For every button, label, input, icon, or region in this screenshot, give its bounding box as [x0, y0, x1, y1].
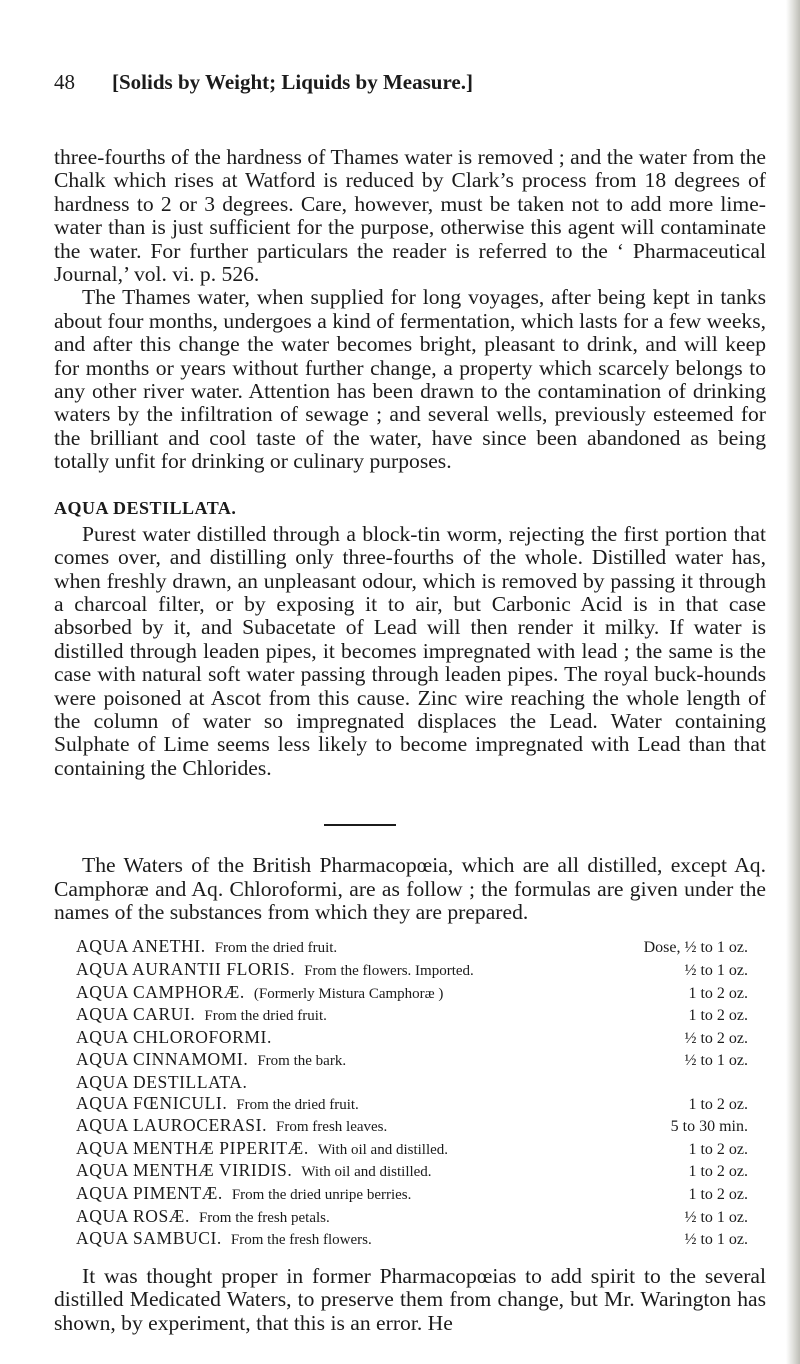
page-number: 48	[54, 70, 75, 94]
formula-name: AQUA CARUI.	[76, 1004, 196, 1025]
formula-name: AQUA LAUROCERASI.	[76, 1115, 268, 1136]
formula-description: From the dried fruit.	[204, 1008, 327, 1025]
formula-row	[76, 1115, 748, 1138]
running-title: [Solids by Weight; Liquids by Measure.]	[112, 70, 473, 94]
formula-dose: 1 to 2 oz.	[688, 1140, 748, 1158]
formula-name: AQUA MENTHÆ VIRIDIS.	[76, 1160, 293, 1181]
formula-description: From the fresh flowers.	[230, 1232, 372, 1249]
formula-dose: ½ to 1 oz.	[684, 1052, 748, 1070]
paragraph-closing: It was thought proper in former Pharmacopœias to add spirit to the several distilled Medicated Waters, to preserve them from change, but Mr. Warington has shown, by experiment, that this is an error. He	[54, 1263, 766, 1335]
formula-description: From the dried fruit.	[214, 940, 338, 957]
formula-list	[76, 936, 748, 1250]
formula-row	[76, 936, 748, 959]
formula-dose: ½ to 1 oz.	[684, 1208, 748, 1226]
formula-description: From the flowers. Imported.	[304, 962, 474, 979]
formula-description: From fresh leaves.	[276, 1119, 388, 1136]
formula-description: From the fresh petals.	[198, 1209, 330, 1226]
formula-dose: 5 to 30 min.	[670, 1118, 748, 1136]
formula-description: With oil and distilled.	[317, 1141, 449, 1158]
formula-description: From the dried unripe berries.	[231, 1186, 412, 1203]
section-divider	[324, 824, 396, 826]
formula-row	[76, 959, 748, 982]
paragraph-intro-waters: The Waters of the British Pharmacopœia, which are all distilled, except Aq. Camphoræ and Aq. Chloroformi, are as follow ; the formulas are given under the names of the substances from which they are prepared.	[54, 853, 766, 924]
paragraph-thames-voyages: The Thames water, when supplied for long voyages, after being kept in tanks about four months, undergoes a kind of fermentation, which lasts for a few weeks, and after this change the water becomes bright, pleasant to drink, and will keep for months or years without further change, a property which scarcely belongs to any other river water. Attention has been drawn to the contamination of drinking waters by the infiltration of sewage ; and several wells, previously esteemed for the brilliant and cool taste of the water, have since been abandoned as being totally unfit for drinking or culinary purposes.	[54, 285, 766, 474]
formula-name: AQUA DESTILLATA.	[76, 1071, 248, 1092]
formula-description: From the dried fruit.	[236, 1096, 359, 1113]
formula-row	[76, 1206, 748, 1229]
formula-row	[76, 1093, 748, 1116]
formula-dose: 1 to 2 oz.	[688, 1095, 748, 1113]
formula-name: AQUA ROSÆ.	[76, 1205, 190, 1226]
formula-row	[76, 1049, 748, 1072]
formula-dose: 1 to 2 oz.	[688, 1185, 748, 1203]
formula-name: AQUA MENTHÆ PIPERITÆ.	[76, 1137, 309, 1158]
running-head	[54, 70, 760, 95]
formula-description: With oil and distilled.	[301, 1164, 432, 1181]
formula-dose: ½ to 1 oz.	[684, 1231, 748, 1249]
formula-name: AQUA AURANTII FLORIS.	[76, 958, 296, 979]
formula-row	[76, 982, 748, 1005]
formula-dose: Dose, ½ to 1 oz.	[643, 939, 748, 957]
formula-name: AQUA FŒNICULI.	[76, 1092, 228, 1113]
formula-name: AQUA PIMENTÆ.	[76, 1182, 223, 1203]
formula-row	[76, 1004, 748, 1027]
paragraph-continued: three-fourths of the hardness of Thames water is removed ; and the water from the Chalk which rises at Watford is reduced by Clark’s process from 18 degrees of hardness to 2 or 3 degrees. Care, however, must be taken not to add more lime-water than is just sufficient for the purpose, otherwise this agent will contaminate the water. For further particulars the reader is referred to the ‘ Pharmaceutical Journal,’ vol. vi. p. 526.	[54, 145, 766, 287]
formula-row	[76, 1183, 748, 1206]
formula-row	[76, 1072, 748, 1093]
formula-dose: 1 to 2 oz.	[688, 1163, 748, 1181]
formula-name: AQUA CAMPHORÆ.	[76, 981, 245, 1002]
formula-row	[76, 1138, 748, 1161]
formula-name: AQUA CINNAMOMI.	[76, 1049, 249, 1070]
formula-row	[76, 1228, 748, 1251]
formula-name: AQUA SAMBUCI.	[76, 1228, 222, 1249]
formula-dose: ½ to 2 oz.	[684, 1029, 748, 1047]
page-edge-shadow	[786, 0, 800, 1364]
formula-dose: ½ to 1 oz.	[684, 961, 748, 979]
formula-dose: 1 to 2 oz.	[688, 984, 748, 1002]
paragraph-aqua-destillata: Purest water distilled through a block-tin worm, rejecting the first portion that comes over, and distilling only three-fourths of the whole. Distilled water has, when freshly drawn, an unpleasant odour, which is removed by passing it through a charcoal filter, or by exposing it to air, but Carbonic Acid is in that case absorbed by it, and Subacetate of Lead will then render it milky. If water is distilled through leaden pipes, it becomes impregnated with lead ; the same is the case with natural soft water passing through leaden pipes. The royal buck-hounds were poisoned at Ascot from this cause. Zinc wire reaching the whole length of the column of water so impregnated displaces the Lead. Water containing Sulphate of Lime seems less likely to become impregnated with Lead than that containing the Chlorides.	[54, 521, 766, 780]
formula-description: From the bark.	[257, 1053, 347, 1070]
formula-row	[76, 1160, 748, 1183]
formula-description: (Formerly Mistura Camphoræ )	[253, 985, 444, 1002]
section-heading: AQUA DESTILLATA.	[54, 497, 237, 518]
formula-row	[76, 1027, 748, 1050]
formula-name: AQUA ANETHI.	[76, 936, 206, 957]
formula-name: AQUA CHLOROFORMI.	[76, 1026, 272, 1047]
body-text	[54, 146, 766, 1335]
formula-dose: 1 to 2 oz.	[688, 1007, 748, 1025]
